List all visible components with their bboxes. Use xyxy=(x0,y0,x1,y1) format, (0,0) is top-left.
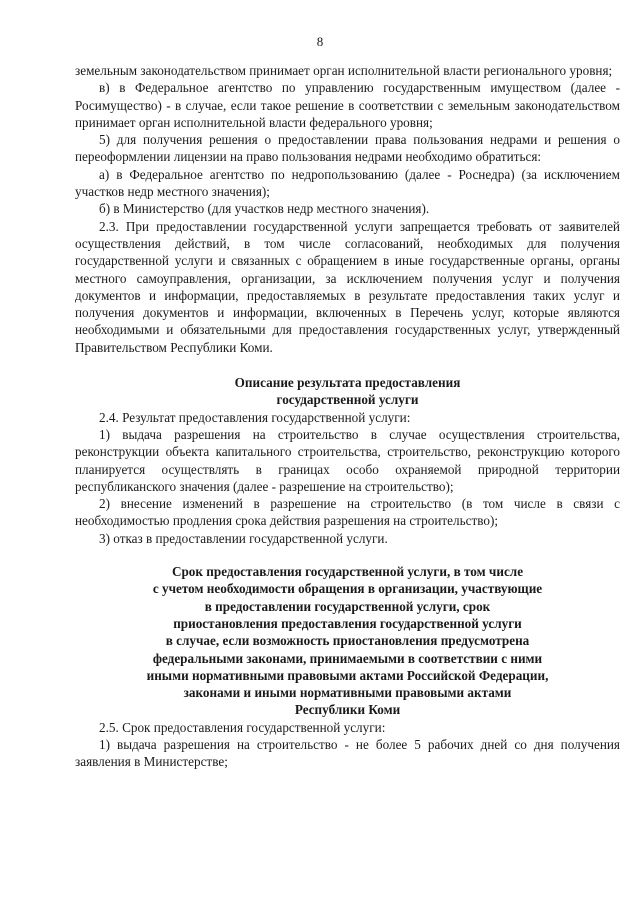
paragraph: 1) выдача разрешения на строительство в случае осуществления строительства, реконструкции объекта капитального строительства, строительство, реконструкцию которого планируется осуществлять в границах особо охраняемой природной территории республиканского значения (далее - разрешение на строительство); xyxy=(75,426,620,494)
paragraph: 1) выдача разрешения на строительство - не более 5 рабочих дней со дня получения заявления в Министерстве; xyxy=(75,736,620,770)
page-number: 8 xyxy=(316,34,324,49)
paragraph: в) в Федеральное агентство по управлению государственным имуществом (далее - Росимущество) - в случае, если такое решение в соответствии с земельным законодательством принимает орган исполнительной власти федерального уровня; xyxy=(75,80,620,130)
paragraph: а) в Федеральное агентство по недропользованию (далее - Роснедра) (за исключением участков недр местного значения); xyxy=(75,166,620,200)
section-heading-result: Описание результата предоставления государственной услуги xyxy=(234,375,461,408)
document-body xyxy=(75,62,620,771)
paragraph: земельным законодательством принимает орган исполнительной власти регионального уровня; xyxy=(75,63,613,78)
paragraph: 3) отказ в предоставлении государственной услуги. xyxy=(99,530,388,546)
paragraph: 2) внесение изменений в разрешение на строительство (в том числе в связи с необходимостью продления срока действия разрешения на строительство); xyxy=(75,496,620,529)
section-heading-term: Срок предоставления государственной услуги, в том числе с учетом необходимости обращения в организации, участвующие в предоставлении государственной услуги, срок приостановления предоставления государственной услуги в случае, если возможность приостановления предусмотрена федеральными законами, принимаемыми в соответствии с ними иными нормативными правовыми актами Российской Федерации, законами и иными нормативными правовыми актами Республики Коми xyxy=(146,564,549,718)
paragraph: 2.5. Срок предоставления государственной услуги: xyxy=(99,719,386,735)
paragraph: 5) для получения решения о предоставлении права пользования недрами и решения о переоформлении лицензии на право пользования недрами необходимо обратиться: xyxy=(75,132,620,165)
paragraph: 2.4. Результат предоставления государственной услуги: xyxy=(99,409,411,425)
paragraph: 2.3. При предоставлении государственной услуги запрещается требовать от заявителей осуществления действий, в том числе согласований, необходимых для получения государственной услуги и связанных с обращением в иные государственные органы, органы местного самоуправления, организации, за исключением получения услуг и получения документов и информации, предоставляемых в результате предоставления таких услуг и получения документов и информации, включенных в Перечень услуг, которые являются необходимыми и обязательными для предоставления государственных услуг, утвержденный Правительством Республики Коми. xyxy=(75,218,620,355)
paragraph: б) в Министерство (для участков недр местного значения). xyxy=(99,201,430,217)
